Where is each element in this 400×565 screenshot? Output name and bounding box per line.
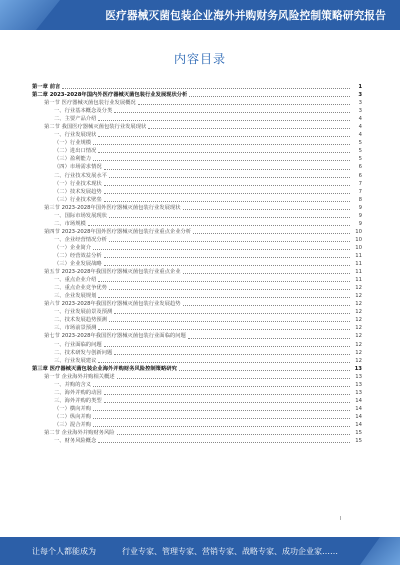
toc-entry-text: 二、行业技术发展水平: [54, 172, 107, 179]
toc-entry-text: 第一节 医疗器械灭菌包装行业发展概况: [44, 100, 136, 107]
toc-entry-page: 13: [354, 365, 362, 372]
toc-entry-page: 12: [355, 285, 362, 292]
toc-entry[interactable]: [32, 244, 362, 252]
toc-entry-page: 13: [355, 373, 362, 380]
toc-entry[interactable]: [32, 180, 362, 188]
toc-leader-dots: [98, 152, 350, 153]
toc-entry-text: 一、重点企业介绍: [54, 277, 97, 284]
toc-entry-page: 11: [355, 261, 362, 268]
toc-leader-dots: [183, 209, 351, 210]
toc-entry[interactable]: [32, 389, 362, 397]
footer-accent-stripe: [360, 537, 400, 565]
toc-entry-text: 二、技术研发与创新问题: [54, 349, 113, 356]
toc-entry-text: 一、财务风险概念: [54, 438, 97, 445]
toc-entry[interactable]: [32, 381, 362, 389]
toc-leader-dots: [104, 402, 350, 403]
toc-entry-page: 14: [355, 397, 362, 404]
toc-entry-text: 第二节 企业海外并购财务风险: [44, 430, 115, 437]
toc-entry[interactable]: [32, 324, 362, 332]
toc-entry-text: （三）混合并购: [54, 421, 92, 428]
toc-leader-dots: [93, 426, 350, 427]
toc-entry-page: 7: [358, 188, 362, 195]
toc-entry-page: 5: [358, 156, 362, 163]
toc-leader-dots: [109, 321, 350, 322]
toc-leader-dots: [104, 169, 350, 170]
toc-leader-dots: [138, 104, 350, 105]
toc-leader-dots: [109, 289, 350, 290]
footer-tagline: 行业专家、管理专家、营销专家、战略专家、成功企业家……: [122, 547, 338, 556]
toc-entry-page: 12: [355, 357, 362, 364]
toc-entry-text: 三、海外并购的类型: [54, 397, 102, 404]
toc-entry-text: 一、行业发展现状: [54, 132, 97, 139]
toc-entry[interactable]: [32, 397, 362, 405]
toc-entry-page: 13: [355, 381, 362, 388]
toc-heading: 内容目录: [173, 52, 226, 66]
toc-entry-text: （一）行业技术现状: [54, 180, 102, 187]
toc-entry[interactable]: [32, 163, 362, 171]
toc-entry-page: 3: [358, 92, 362, 99]
toc-entry[interactable]: [32, 123, 362, 131]
toc-leader-dots: [104, 201, 350, 202]
toc-entry-text: （三）盈利能力: [54, 156, 92, 163]
toc-entry-text: 一、企业经营情况分析: [54, 236, 107, 243]
toc-entry[interactable]: [32, 131, 362, 139]
toc-entry-text: 第三章 医疗器械灭菌包装企业海外并购财务风险控制策略研究: [32, 365, 177, 372]
toc-entry[interactable]: [32, 236, 362, 244]
toc-entry-text: 第一章 前言: [32, 84, 61, 90]
toc-entry[interactable]: [32, 284, 362, 292]
toc-entry-text: 第四节 2023-2028年国外医疗器械灭菌包装行业重点企业分析: [44, 228, 192, 235]
toc-entry-page: 3: [358, 108, 362, 115]
toc-entry[interactable]: [32, 107, 362, 115]
toc-entry[interactable]: [32, 115, 362, 123]
toc-entry-text: 三、企业发展规划: [54, 293, 97, 300]
toc-entry-page: 9: [358, 204, 362, 211]
toc-entry[interactable]: [32, 332, 362, 340]
toc-entry-page: 4: [358, 132, 362, 139]
toc-entry-page: 11: [355, 269, 362, 276]
toc-entry[interactable]: [32, 349, 362, 357]
toc-entry-text: 一、行业发展前景及预测: [54, 309, 113, 316]
toc-entry-text: （二）经营效益分析: [54, 252, 102, 259]
toc-entry-page: 1: [358, 84, 362, 90]
toc-leader-dots: [109, 177, 350, 178]
toc-entry-page: 3: [358, 100, 362, 107]
footer-slogan: 让每个人都能成为: [32, 547, 96, 556]
toc-entry[interactable]: [32, 308, 362, 316]
toc-leader-dots: [98, 362, 350, 363]
toc-leader-dots: [98, 297, 350, 298]
toc-leader-dots: [183, 273, 351, 274]
toc-leader-dots: [62, 88, 350, 89]
toc-leader-dots: [93, 386, 350, 387]
toc-entry-text: 一、并购的含义: [54, 381, 92, 388]
toc-entry[interactable]: [32, 268, 362, 276]
toc-leader-dots: [104, 265, 350, 266]
toc-leader-dots: [114, 313, 350, 314]
toc-entry[interactable]: [32, 260, 362, 268]
toc-entry[interactable]: [32, 300, 362, 308]
toc-entry-page: 12: [355, 309, 362, 316]
toc-entry[interactable]: [32, 228, 362, 236]
toc-entry[interactable]: [32, 204, 362, 212]
toc-entry-text: （三）企业发展战略: [54, 261, 102, 268]
toc-entry-text: 二、市场规模: [54, 220, 86, 227]
toc-entry-text: 二、主要产品介绍: [54, 116, 97, 123]
toc-entry-text: （二）技术发展趋势: [54, 188, 102, 195]
table-of-contents: [32, 83, 362, 445]
toc-entry-text: （一）企业简介: [54, 244, 92, 251]
toc-leader-dots: [93, 160, 350, 161]
toc-entry[interactable]: [32, 437, 362, 445]
toc-entry[interactable]: [32, 357, 362, 365]
toc-entry-page: 9: [358, 212, 362, 219]
toc-leader-dots: [98, 281, 350, 282]
toc-entry[interactable]: [32, 405, 362, 413]
toc-entry[interactable]: [32, 429, 362, 437]
toc-entry-page: 12: [355, 333, 362, 340]
toc-entry[interactable]: [32, 99, 362, 107]
toc-leader-dots: [114, 354, 350, 355]
footer-banner: [0, 537, 400, 565]
toc-entry-page: 10: [355, 228, 362, 235]
toc-entry-text: 第七节 2023-2028年我国医疗器械灭菌包装行业面临的问题: [44, 333, 186, 340]
header-banner: [0, 0, 400, 30]
toc-entry[interactable]: [32, 341, 362, 349]
toc-entry-text: 二、海外并购的动因: [54, 389, 102, 396]
toc-entry-text: 一、行业基本概念及分类: [54, 108, 113, 115]
toc-entry-text: 二、重点企业竞争优势: [54, 285, 107, 292]
toc-entry-page: 15: [355, 438, 362, 445]
toc-entry-text: 第五节 2023-2028年我国医疗器械灭菌包装行业重点企业: [44, 269, 181, 276]
toc-leader-dots: [109, 217, 350, 218]
toc-leader-dots: [104, 257, 350, 258]
report-title: 医疗器械灭菌包装企业海外并购财务风险控制策略研究报告: [105, 10, 386, 22]
toc-entry[interactable]: [32, 365, 362, 373]
toc-entry-page: 12: [355, 301, 362, 308]
toc-entry-page: 13: [355, 389, 362, 396]
toc-entry-page: 14: [355, 421, 362, 428]
toc-entry[interactable]: [32, 212, 362, 220]
toc-entry-text: 第一节 企业海外并购相关概述: [44, 373, 115, 380]
toc-entry-text: 三、市场前景预测: [54, 325, 97, 332]
toc-entry-text: 一、国际市场发展现状: [54, 212, 107, 219]
toc-leader-dots: [148, 128, 350, 129]
toc-leader-dots: [189, 96, 350, 97]
toc-leader-dots: [104, 193, 350, 194]
toc-entry-page: 5: [358, 140, 362, 147]
toc-entry-page: 12: [355, 341, 362, 348]
toc-entry-text: 第二节 我国医疗器械灭菌包装行业发展现状: [44, 124, 147, 131]
toc-leader-dots: [114, 112, 350, 113]
toc-entry-page: 14: [355, 413, 362, 420]
toc-entry-page: 12: [355, 293, 362, 300]
toc-leader-dots: [104, 394, 350, 395]
toc-leader-dots: [117, 434, 350, 435]
toc-entry-text: 第二章 2023-2028年国内外医疗器械灭菌包装行业发展现状分析: [32, 92, 188, 99]
toc-leader-dots: [93, 144, 350, 145]
toc-leader-dots: [93, 249, 350, 250]
toc-entry[interactable]: [32, 91, 362, 99]
toc-entry[interactable]: [32, 155, 362, 163]
toc-leader-dots: [183, 305, 351, 306]
toc-entry-text: 第六节 2023-2028年我国医疗器械灭菌包装行业发展趋势: [44, 301, 181, 308]
toc-leader-dots: [98, 442, 350, 443]
toc-entry[interactable]: [32, 413, 362, 421]
toc-entry-page: 14: [355, 405, 362, 412]
toc-leader-dots: [179, 370, 350, 371]
toc-entry-page: 4: [358, 124, 362, 131]
toc-leader-dots: [104, 346, 350, 347]
toc-leader-dots: [93, 418, 350, 419]
toc-entry-text: （三）行业技术壁垒: [54, 196, 102, 203]
toc-entry-page: 6: [358, 172, 362, 179]
toc-leader-dots: [98, 120, 350, 121]
toc-leader-dots: [88, 225, 350, 226]
toc-entry[interactable]: [32, 188, 362, 196]
toc-leader-dots: [117, 378, 350, 379]
toc-entry[interactable]: [32, 196, 362, 204]
toc-entry-page: 11: [355, 277, 362, 284]
toc-entry-text: （二）纵向并购: [54, 413, 92, 420]
toc-entry-page: 10: [355, 244, 362, 251]
toc-leader-dots: [188, 338, 350, 339]
toc-entry-text: 第三节 2023-2028年国外医疗器械灭菌包装行业发展现状: [44, 204, 181, 211]
toc-entry-page: 9: [358, 220, 362, 227]
toc-entry-text: （一）行业规模: [54, 140, 92, 147]
toc-entry-page: 8: [358, 196, 362, 203]
toc-entry[interactable]: [32, 139, 362, 147]
toc-entry[interactable]: [32, 421, 362, 429]
toc-entry-text: 三、行业发展建议: [54, 357, 97, 364]
toc-entry[interactable]: [32, 252, 362, 260]
toc-leader-dots: [104, 185, 350, 186]
header-accent-stripe: [0, 0, 60, 30]
toc-entry-text: （一）横向并购: [54, 405, 92, 412]
toc-entry-page: 15: [355, 430, 362, 437]
toc-entry[interactable]: [32, 147, 362, 155]
toc-leader-dots: [98, 136, 350, 137]
toc-entry-page: 11: [355, 252, 362, 259]
toc-leader-dots: [109, 241, 350, 242]
toc-entry[interactable]: [32, 276, 362, 284]
toc-entry-page: 5: [358, 148, 362, 155]
toc-entry-text: （二）进出口情况: [54, 148, 97, 155]
toc-entry-page: 6: [358, 164, 362, 171]
toc-entry[interactable]: [32, 83, 362, 91]
toc-entry-text: （四）市场需求情况: [54, 164, 102, 171]
toc-entry[interactable]: [32, 172, 362, 180]
toc-entry-page: 10: [355, 236, 362, 243]
toc-entry-page: 7: [358, 180, 362, 187]
toc-entry-page: 4: [358, 116, 362, 123]
page-number: I: [340, 516, 342, 522]
toc-entry-page: 12: [355, 349, 362, 356]
toc-entry[interactable]: [32, 373, 362, 381]
toc-entry[interactable]: [32, 292, 362, 300]
toc-entry-page: 12: [355, 325, 362, 332]
toc-entry-page: 12: [355, 317, 362, 324]
toc-leader-dots: [98, 329, 350, 330]
toc-leader-dots: [193, 233, 350, 234]
toc-entry[interactable]: [32, 220, 362, 228]
toc-entry-text: 一、行业面临的问题: [54, 341, 102, 348]
toc-entry[interactable]: [32, 316, 362, 324]
toc-entry-text: 二、技术发展趋势预测: [54, 317, 107, 324]
toc-leader-dots: [93, 410, 350, 411]
